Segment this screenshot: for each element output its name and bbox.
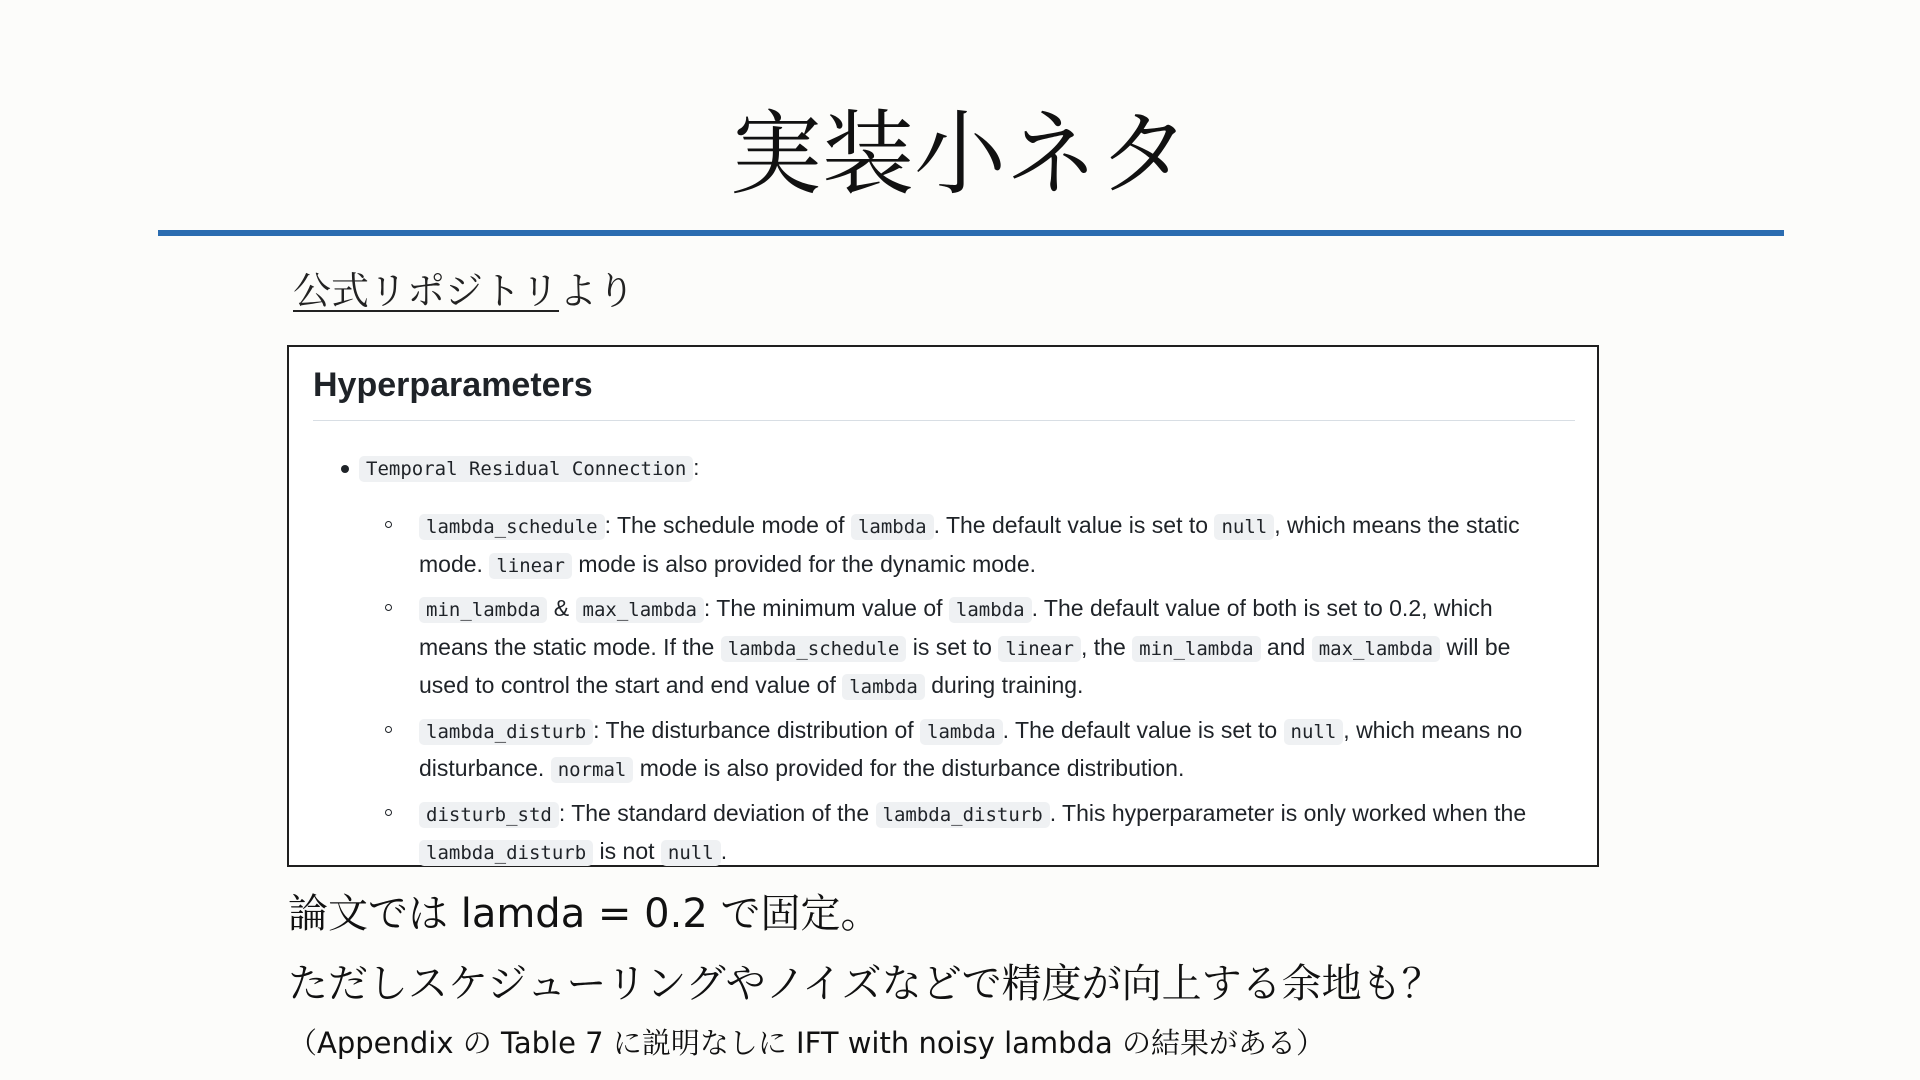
- item-text: : The schedule mode of: [604, 512, 851, 538]
- body-text-appendix-note: （Appendix の Table 7 に説明なしに IFT with noisy lambda の結果がある）: [288, 1026, 1325, 1060]
- top-item-suffix: :: [693, 455, 700, 480]
- item-text: : The disturbance distribution of: [593, 716, 921, 743]
- code-lambda: lambda: [920, 719, 1003, 745]
- circle-bullet-icon: [385, 809, 392, 816]
- top-list-item: [359, 452, 699, 485]
- code-lambda-disturb: lambda_disturb: [419, 840, 593, 866]
- slide-title: 実装小ネタ: [729, 101, 1190, 208]
- list-item-lambda-schedule: [385, 507, 1555, 584]
- item-text: : The minimum value of: [703, 595, 949, 621]
- item-text: will be used to control the start and end value of: [419, 633, 1511, 698]
- code-max-lambda: max_lambda: [576, 597, 704, 623]
- code-lambda-disturb: lambda_disturb: [419, 719, 593, 745]
- item-text: is not: [593, 838, 661, 864]
- body-text-improvement-note: ただしスケジューリングやノイズなどで精度が向上する余地も？: [288, 961, 1442, 1007]
- item-text: .: [720, 838, 728, 864]
- hyperparameters-screenshot: [287, 345, 1599, 867]
- hyperparameters-heading: Hyperparameters: [313, 366, 593, 404]
- item-text: , which means the static mode.: [419, 512, 1520, 577]
- code-temporal-residual-connection: Temporal Residual Connection: [359, 456, 693, 482]
- item-text: &: [547, 595, 576, 621]
- code-null: null: [1214, 514, 1274, 540]
- hyperparameter-list: [385, 507, 1555, 878]
- circle-bullet-icon: [385, 726, 392, 733]
- item-text: during training.: [924, 672, 1084, 698]
- item-text: , the: [1081, 633, 1133, 660]
- official-repo-link[interactable]: 公式リポジトリ: [293, 269, 560, 313]
- item-text: . The default value is set to: [1002, 716, 1284, 743]
- circle-bullet-icon: [385, 604, 392, 611]
- code-linear: linear: [998, 636, 1081, 662]
- code-disturb-std: disturb_std: [419, 802, 559, 828]
- heading-divider: [313, 420, 1575, 421]
- bullet-dot-icon: [341, 465, 349, 473]
- code-lambda: lambda: [851, 514, 934, 540]
- list-item-disturb-std: [385, 795, 1555, 872]
- code-min-lambda: min_lambda: [419, 597, 547, 623]
- code-null: null: [661, 840, 721, 866]
- code-max-lambda: max_lambda: [1312, 636, 1440, 662]
- circle-bullet-icon: [385, 521, 392, 528]
- item-text: mode is also provided for the dynamic mode.: [571, 550, 1037, 577]
- item-text: mode is also provided for the disturbance distribution.: [633, 755, 1185, 781]
- code-lambda: lambda: [842, 674, 925, 700]
- code-normal: normal: [551, 757, 634, 783]
- code-min-lambda: min_lambda: [1132, 636, 1260, 662]
- title-divider: [158, 230, 1784, 236]
- code-lambda-schedule: lambda_schedule: [721, 636, 907, 662]
- body-text-paper-fixed-lambda: 論文では lamda = 0.2 で固定。: [288, 891, 881, 937]
- code-lambda-disturb: lambda_disturb: [876, 802, 1050, 828]
- item-text: , which means no disturbance.: [419, 716, 1523, 781]
- code-lambda: lambda: [949, 597, 1032, 623]
- item-text: . The default value of both is set to 0.2, which means the static mode. If the: [419, 595, 1493, 660]
- code-lambda-schedule: lambda_schedule: [419, 514, 605, 540]
- item-text: . This hyperparameter is only worked when the: [1049, 799, 1527, 826]
- list-item-lambda-disturb: [385, 712, 1555, 789]
- list-item-min-max-lambda: [385, 590, 1555, 706]
- item-text: and: [1260, 633, 1312, 660]
- item-text: . The default value is set to: [933, 512, 1215, 538]
- source-line: [293, 266, 635, 316]
- item-text: is set to: [906, 633, 999, 660]
- source-suffix: より: [559, 269, 636, 313]
- code-linear: linear: [489, 553, 572, 579]
- item-text: : The standard deviation of the: [558, 799, 876, 826]
- code-null: null: [1284, 719, 1344, 745]
